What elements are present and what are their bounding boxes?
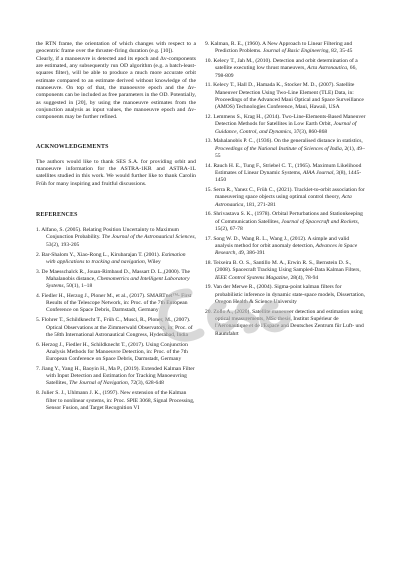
reference-item xyxy=(205,309,368,338)
right-column xyxy=(205,41,368,338)
reference-list xyxy=(36,227,196,412)
reference-item xyxy=(36,293,196,315)
reference-venue: AIAA Journal xyxy=(302,169,334,176)
reference-item xyxy=(205,211,368,233)
reference-text: 8. Julier S. J., Uhlmann J. K., (1997). New extension of the Kalman filter to nonlinear systems, in: Proc. SPIE 3068, Signal Processing, Sensor Fusion, and Target Recognition VI xyxy=(36,390,195,411)
reference-text: 2. Bar-Shalom Y., Xiao-Rong L., Kirubarajan T. (2001). xyxy=(36,251,162,258)
reference-item xyxy=(36,390,196,412)
reference-item xyxy=(205,236,368,258)
reference-item xyxy=(205,58,368,80)
reference-text: 3. De Maesschalck R., Jouan-Rimbaud D., Massart D. L.,(2000). The Mahalanobis distance, xyxy=(36,268,190,282)
reference-item xyxy=(36,227,196,249)
reference-details: , 15(2), 67-78 xyxy=(215,218,360,232)
reference-item xyxy=(205,284,368,306)
reference-venue: IEEE Control Systems Magazine xyxy=(215,274,288,281)
reference-details: , Wiley xyxy=(144,258,161,265)
reference-venue: Acta Astronautica xyxy=(215,194,352,208)
acknowledgements-text: The authors would like to thank SES S.A. for providing orbit and manoeuvre information for the ASTRA-1KR and ASTRA-1L satellites studied in this work. We would further like to thank Carolin Früh for many inspiring and fruitful discussions. xyxy=(36,158,196,187)
reference-text: 14. Rauch H. E., Tung F., Striebel C. T., (1965). Maximum Likelihood Estimates of Linear Dynamic Systems, xyxy=(205,162,362,176)
reference-details: , 82, 35-45 xyxy=(328,48,353,55)
reference-details: , 50(1), 1–18 xyxy=(63,283,93,290)
left-column xyxy=(36,41,196,412)
reference-details: , 28(4), 78-94 xyxy=(287,274,319,281)
reference-item xyxy=(36,252,196,267)
body-paragraph: the RTN frame, the orientation of which changes with respect to a geocentric frame over the thruster-firing duration (e.g. [10]). xyxy=(36,41,196,55)
reference-venue: Acta Astronautica xyxy=(307,65,348,72)
reference-details: , 49, 386-391 xyxy=(235,250,266,257)
reference-details: , 66, 798-809 xyxy=(215,65,357,79)
reference-venue: Proceedings of the National Institute of Sciences of India xyxy=(215,145,342,152)
reference-text: 12. Lemmens S., Krag H., (2014). Two-Line-Elements-Based Maneuver Detection Methods for Satellites in Low Earth Orbit, xyxy=(205,114,366,128)
reference-item xyxy=(36,366,196,388)
acknowledgements-heading: ACKNOWLEDGEMENTS xyxy=(36,143,109,150)
reference-item xyxy=(205,82,368,111)
reference-text: 7. Jiang Y., Yang H., Baoyin H., Ma P., (2019). Extended Kalman Filter with Input Detection and Estimation for Tracking Manoeuvring Satellites, xyxy=(36,365,195,387)
reference-text: 16. Shrivastava S. K., (1978). Orbital Perturbations and Stationkeeping of Communication Satellites, xyxy=(205,211,363,225)
reference-item xyxy=(205,114,368,136)
reference-item xyxy=(205,260,368,282)
reference-venue: Chemometrics and Intelligent Laboratory Systems xyxy=(46,275,190,290)
reference-item xyxy=(205,41,368,56)
reference-venue: Journal of Basic Engineering xyxy=(262,48,329,55)
reference-details: , 2(1), 49–55 xyxy=(215,145,365,159)
reference-text: 5. Flohrer T., Schildknecht T., Früh C., Musci, R., Ploner, M., (2007). Optical Observations at the Zimmerwald Observatory, in: Proc. of the 58th International Astronautical Congress, Hyderabad, India xyxy=(36,317,193,338)
reference-text: 11. Kelecy T., Hall D., Hamada K., Stocker M. D., (2007). Satellite Maneuver Detection Using Two-Line Element (TLE) Data, in: Proceedings of the Advanced Maui Optical and Space Surveillance (AMOS) Technologies Conference, Maui, Hawaii, USA xyxy=(205,82,364,111)
reference-details: , 181, 271-281 xyxy=(243,201,276,208)
reference-venue: Journal of Guidance, Control, and Dynamics xyxy=(215,121,357,135)
reference-venue: Journal of Spacecraft and Rockets xyxy=(281,218,358,225)
reference-item xyxy=(205,138,368,160)
reference-venue: The Journal of the Astronautical Sciences xyxy=(101,234,195,241)
references-heading: REFERENCES xyxy=(36,212,78,219)
reference-details: , 72(3), 628-648 xyxy=(127,380,164,387)
reference-text: 10. Kelecy T., Jah M., (2010). Detection and orbit determination of a satellite executing low thrust maneuvers, xyxy=(205,58,358,72)
reference-text: 1. Alfano, S. (2005). Relating Position Uncertainty to Maximum Conjunction Probability. xyxy=(36,227,179,241)
reference-item xyxy=(36,269,196,291)
reference-venue: Estimation with applications to tracking and navigation xyxy=(46,251,186,265)
reference-text: 17. Song W. D., Wang R. L., Wang J., (2012). A simple and valid analysis method for orbit anomaly detection, xyxy=(205,235,350,249)
reference-item xyxy=(205,187,368,209)
reference-list xyxy=(205,41,368,338)
reference-text: 6. Herzog J., Fiedler H., Schildknecht T., (2017). Using Conjunction Analysis Methods for Manoeuvre Detection, in: Proc. of the 7th European Conference on Space Debris, Darmstadt, Germany xyxy=(36,341,188,363)
reference-details: , 37(3), 860-868 xyxy=(291,128,328,135)
reference-venue: Advances in Space Research xyxy=(215,243,358,257)
body-paragraph: Clearly, if a manoeuvre is detected and its epoch and Δv-components are estimated, any subsequently run OD algorithm (e.g. a batch-least-squares filter), will be able to produce a much more accurate orbit estimate compared to an estimate derived without knowledge of the manoeuvre. On top of that, the manoeuvre epoch and the Δv-components can be included as free parameters in the OD. Potentially, as suggested in [20], by using the manoeuvre estimates from the conjunction analysis as input values, the manoeuvre epoch and Δv-components may be further refined. xyxy=(36,55,196,121)
reference-item xyxy=(205,163,368,185)
reference-text: 13. Mahalanobis P. C., (1936). On the generalised distance in statistics, xyxy=(205,138,363,145)
reference-venue: The Journal of Navigation xyxy=(69,380,128,387)
reference-text: 4. Fiedler H., Herzog J., Ploner M., et al., (2017). SMARTnet™- First Results of the Telescope Network, in: Proc. of the 7th European Conference on Space Debris, Darmstadt, Germany xyxy=(36,292,192,314)
reference-item xyxy=(36,342,196,364)
reference-text: 18. Teixeira B. O. S., Santillo M. A., Erwin R. S., Bernstein D. S., (2008). Spacecraft Tracking Using Sampled-Data Kalman Filters, xyxy=(205,260,361,274)
reference-item xyxy=(36,317,196,339)
reference-text: 15. Serra R., Yanez C., Früh C., (2021). Tracklet-to-orbit association for maneuvering space objects using optimal control theory, xyxy=(205,187,365,201)
reference-details: , 53(2), 193-205 xyxy=(46,234,196,248)
reference-details: , 3(8), 1445-1450 xyxy=(215,169,362,184)
reference-text: 19. Van der Merwe R., (2004). Sigma-point kalman filters for probabilistic inference in dynamic state-space models, Dissertation, Oregon Health & Science University xyxy=(205,284,366,305)
reference-text: 20. Zollo A., (2020). Satellite maneuver detection and estimation using optical measurements, MSc thesis, Institut Supérieur de l'Aéronautique et de l'Espace and Deutsches Zentrum für Luft- und Raumfahrt xyxy=(205,308,364,337)
reference-text: 9. Kalman, R. E., (1960). A New Approach to Linear Filtering and Prediction Problems. xyxy=(205,41,353,55)
